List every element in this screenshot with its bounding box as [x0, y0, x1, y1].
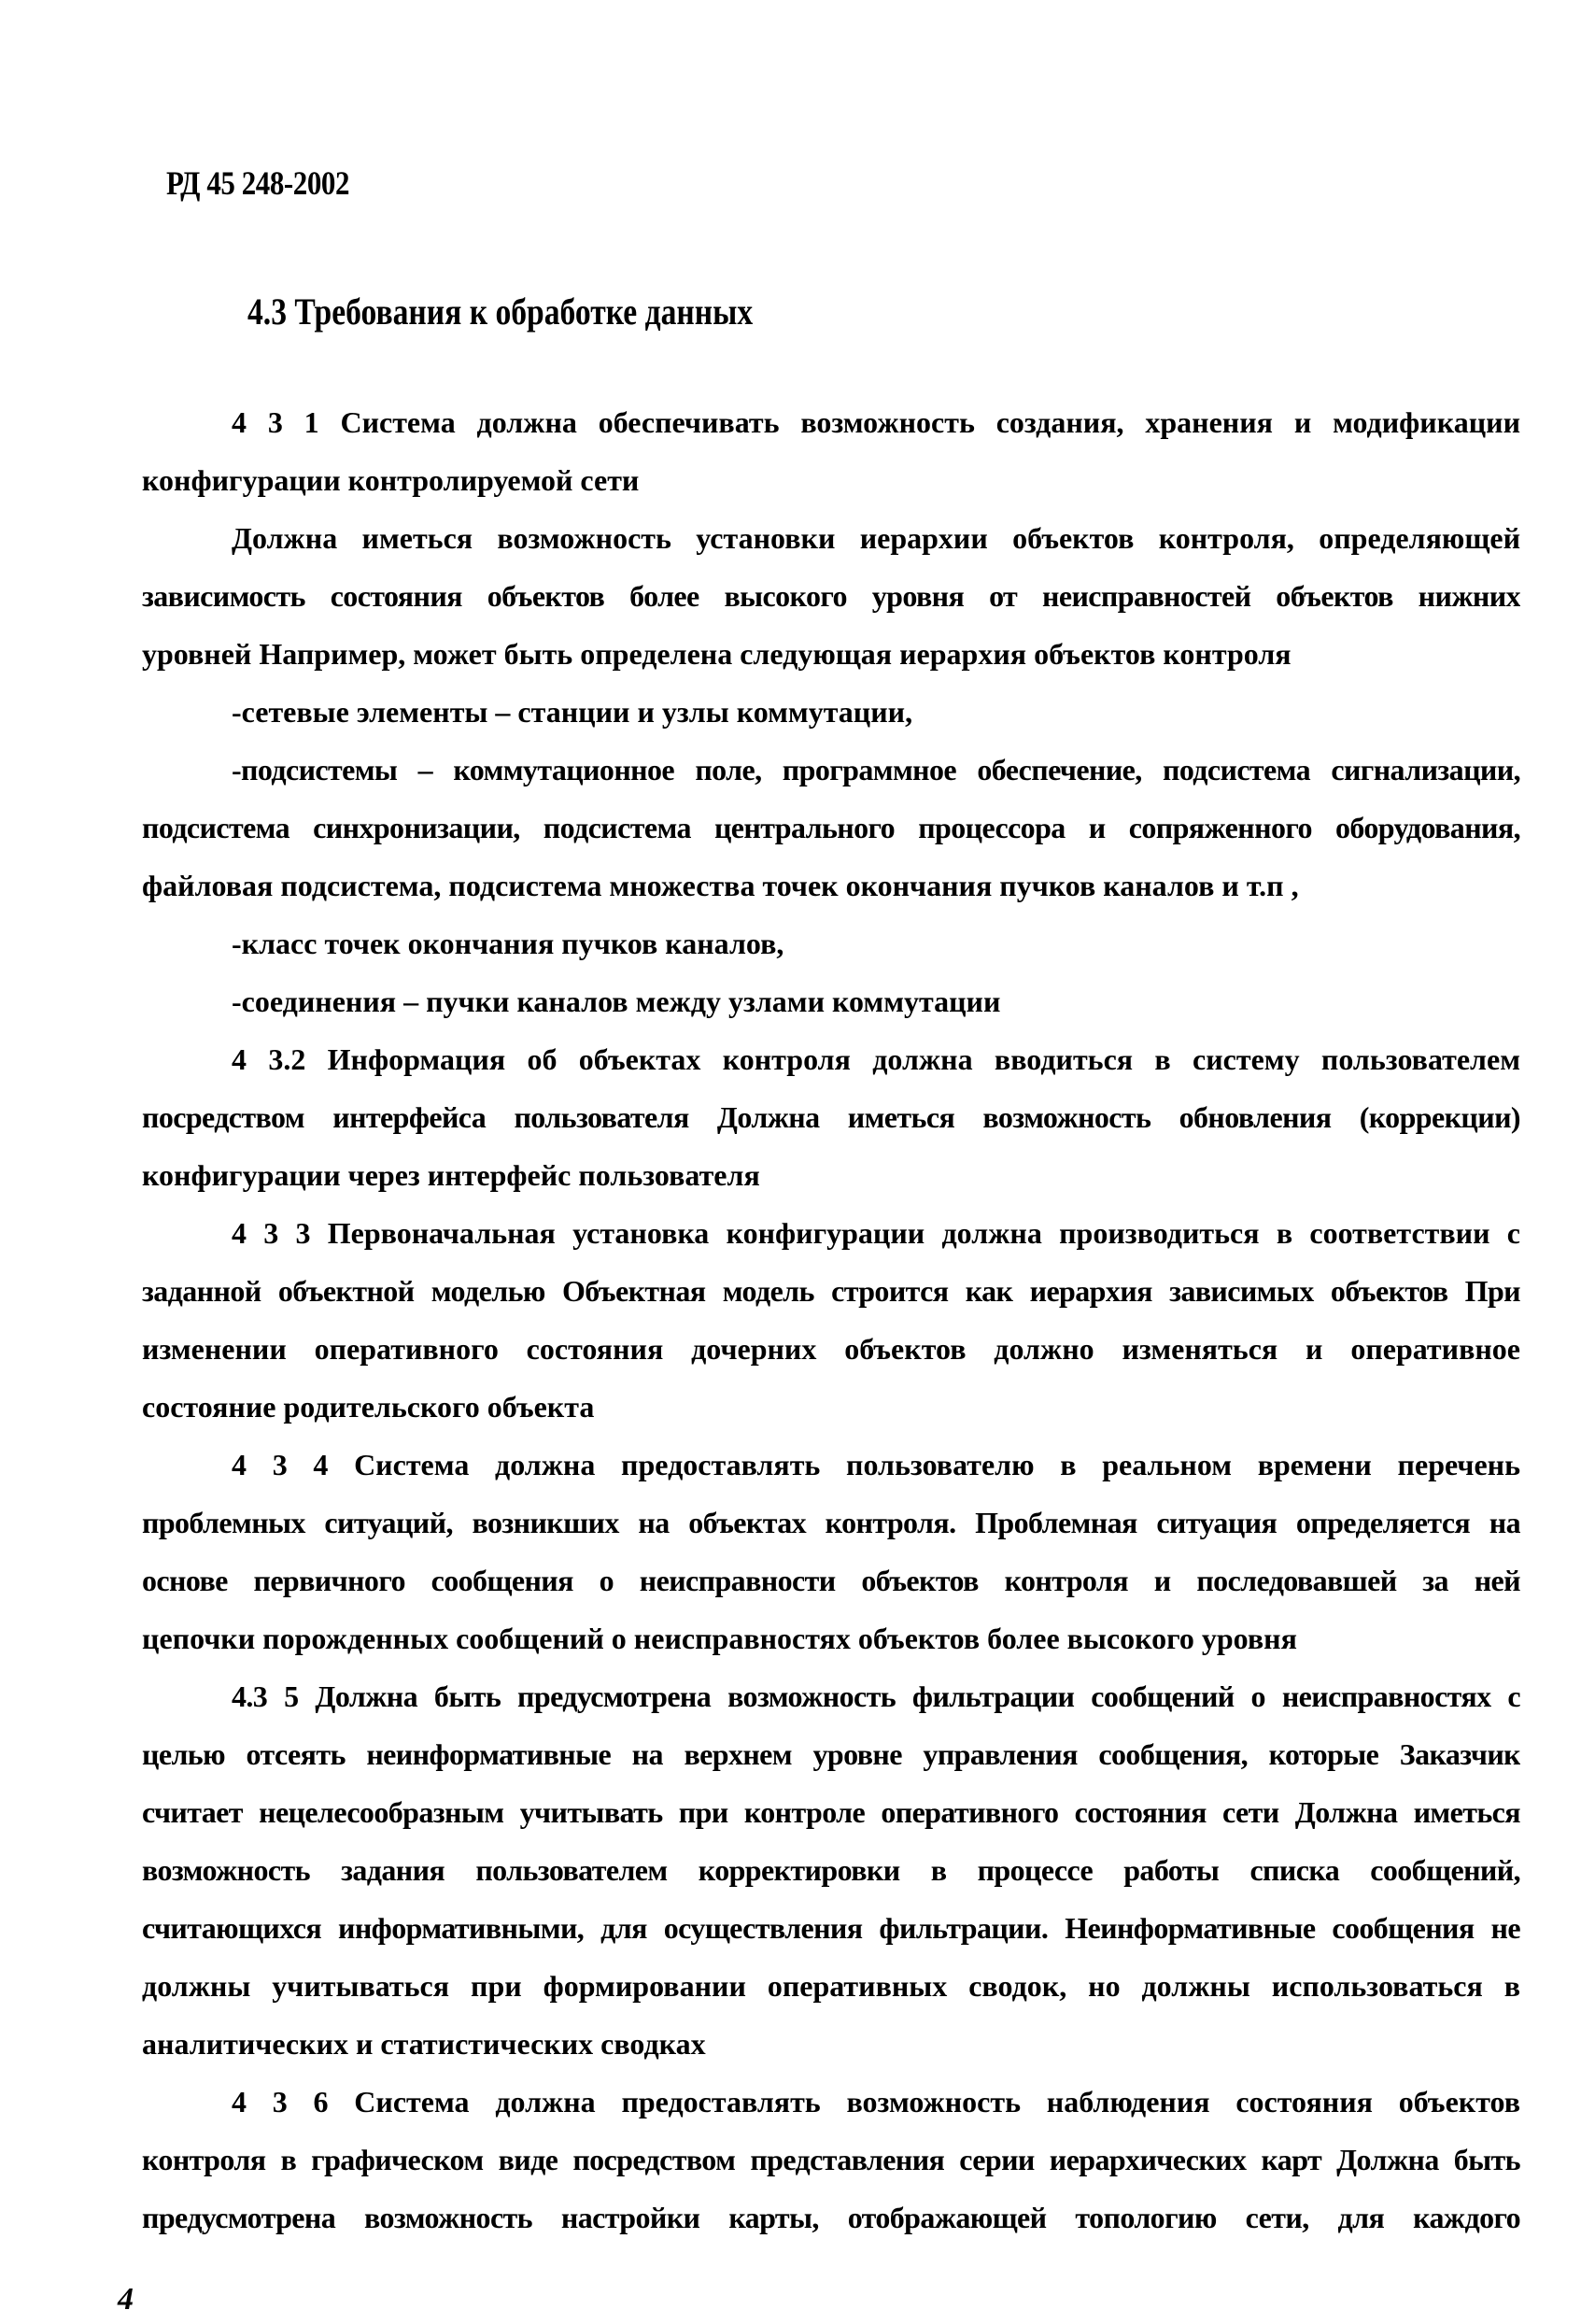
text-line-content: подсистема синхронизации, подсистема центрального процессора и сопряженного оборудования, — [142, 811, 1520, 844]
text-line — [142, 1386, 1520, 1427]
text-line-content: конфигурации через интерфейс пользователя — [142, 1158, 760, 1192]
text-line — [142, 633, 1520, 674]
text-line — [142, 1502, 1520, 1543]
text-line — [142, 1849, 1520, 1891]
text-line-content: предусмотрена возможность настройки карты, отображающей топологию сети, для каждого — [142, 2201, 1520, 2234]
document-code: РД 45 248-2002 — [166, 164, 349, 202]
text-line — [142, 1328, 1520, 1369]
text-line-content: состояние родительского объекта — [142, 1390, 595, 1424]
text-line — [142, 575, 1520, 616]
text-line-content: 4.3 5 Должна быть предусмотрена возможность фильтрации сообщений о неисправностях с — [232, 1679, 1520, 1713]
text-line-content: целью отсеять неинформативные на верхнем уровне управления сообщения, которые Заказчик — [142, 1737, 1520, 1771]
text-line — [232, 691, 1520, 732]
text-line-content: зависимость состояния объектов более высокого уровня от неисправностей объектов нижних — [142, 579, 1520, 613]
text-line-content: 4 3 3 Первоначальная установка конфигурации должна производиться в соответствии с — [232, 1216, 1520, 1250]
text-line-content: считает нецелесообразным учитывать при контроле оперативного состояния сети Должна иметься — [142, 1795, 1520, 1829]
text-line-content: возможность задания пользователем корректировки в процессе работы списка сообщений, — [142, 1853, 1520, 1887]
text-line — [142, 807, 1520, 848]
text-line — [232, 402, 1520, 443]
text-line-content: -сетевые элементы – станции и узлы коммутации, — [232, 695, 913, 729]
text-line — [142, 1792, 1520, 1833]
text-line — [142, 1560, 1520, 1601]
text-line — [142, 460, 1520, 501]
text-line — [142, 2139, 1520, 2180]
text-line — [142, 2197, 1520, 2238]
text-line-content: должны учитываться при формировании оперативных сводок, но должны использоваться в — [142, 1969, 1520, 2003]
text-line-content: файловая подсистема, подсистема множества точек окончания пучков каналов и т.п , — [142, 869, 1299, 902]
page-number: 4 — [118, 2282, 134, 2317]
text-line — [232, 2081, 1520, 2122]
text-line-content: 4 3.2 Информация об объектах контроля должна вводиться в систему пользователем — [232, 1042, 1520, 1076]
text-line — [142, 865, 1520, 906]
text-line-content: аналитических и статистических сводках — [142, 2027, 706, 2061]
text-line — [142, 1734, 1520, 1775]
text-line-content: уровней Например, может быть определена следующая иерархия объектов контроля — [142, 637, 1292, 671]
text-line — [142, 1155, 1520, 1196]
text-line — [142, 2023, 1520, 2064]
text-line — [232, 1212, 1520, 1254]
text-line-content: цепочки порожденных сообщений о неисправностях объектов более высокого уровня — [142, 1622, 1297, 1655]
text-line — [232, 749, 1520, 790]
text-line-content: Должна иметься возможность установки иерархии объектов контроля, определяющей — [232, 521, 1520, 555]
text-line — [232, 1676, 1520, 1717]
text-line — [232, 1444, 1520, 1485]
text-line-content: контроля в графическом виде посредством представления серии иерархических карт Должна быть — [142, 2143, 1520, 2176]
text-line-content: считающихся информативными, для осуществления фильтрации. Неинформативные сообщения не — [142, 1911, 1520, 1945]
text-line — [232, 1039, 1520, 1080]
text-line-content: -класс точек окончания пучков каналов, — [232, 927, 784, 960]
text-line-content: 4 3 1 Система должна обеспечивать возможность создания, хранения и модификации — [232, 405, 1520, 439]
text-line — [232, 923, 1520, 964]
text-line-content: 4 3 6 Система должна предоставлять возможность наблюдения состояния объектов — [232, 2085, 1520, 2119]
text-line — [232, 517, 1520, 559]
text-line-content: проблемных ситуаций, возникших на объектах контроля. Проблемная ситуация определяется на — [142, 1506, 1520, 1539]
text-line-content: -подсистемы – коммутационное поле, программное обеспечение, подсистема сигнализации, — [232, 753, 1520, 786]
text-line — [142, 1965, 1520, 2006]
text-line — [232, 981, 1520, 1022]
text-line — [142, 1618, 1520, 1659]
text-line-content: -соединения – пучки каналов между узлами коммутации — [232, 985, 1001, 1018]
text-line — [142, 1270, 1520, 1311]
text-line-content: 4 3 4 Система должна предоставлять пользователю в реальном времени перечень — [232, 1448, 1520, 1481]
text-line — [142, 1907, 1520, 1948]
text-line-content: посредством интерфейса пользователя Должна иметься возможность обновления (коррекции) — [142, 1100, 1520, 1134]
text-line-content: конфигурации контролируемой сети — [142, 463, 640, 497]
text-line-content: основе первичного сообщения о неисправности объектов контроля и последовавшей за ней — [142, 1564, 1520, 1597]
text-line-content: изменении оперативного состояния дочерних объектов должно изменяться и оперативное — [142, 1332, 1520, 1366]
section-heading: 4.3 Требования к обработке данных — [247, 290, 754, 333]
text-line — [142, 1097, 1520, 1138]
text-line-content: заданной объектной моделью Объектная модель строится как иерархия зависимых объектов При — [142, 1274, 1520, 1308]
